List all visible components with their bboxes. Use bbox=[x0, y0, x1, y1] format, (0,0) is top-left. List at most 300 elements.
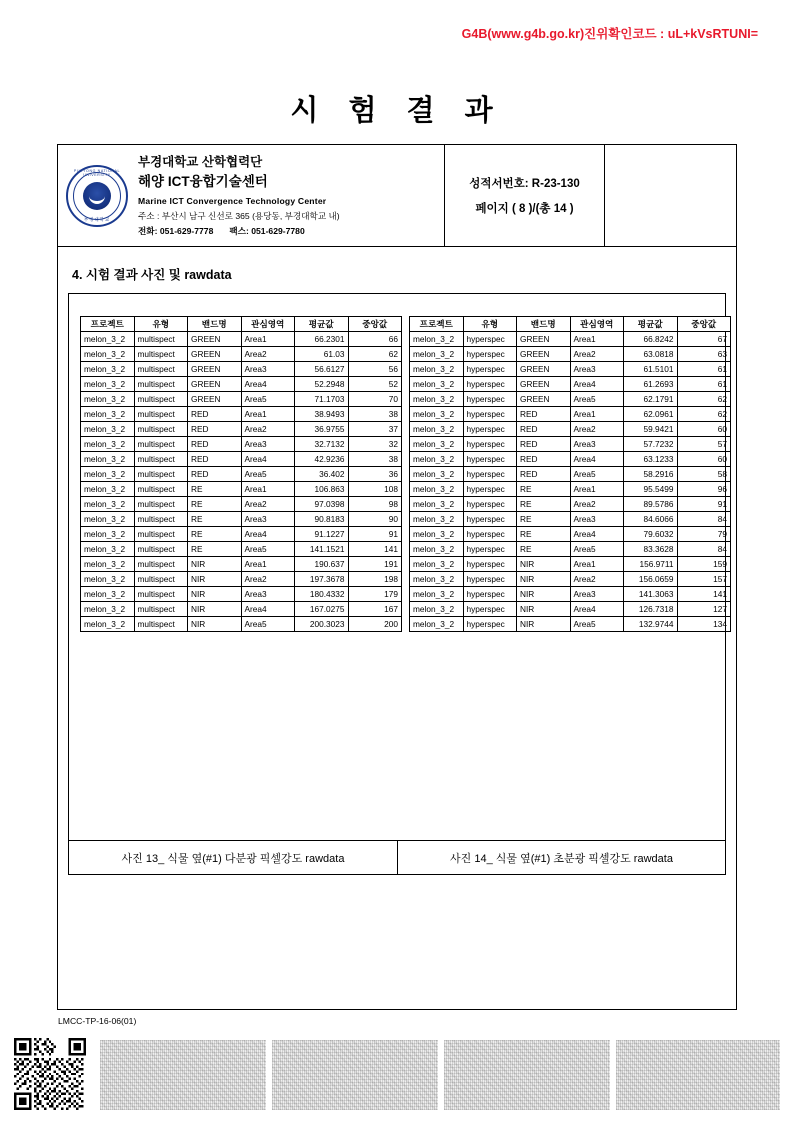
cell-roi: Area4 bbox=[241, 602, 295, 617]
cell-roi: Area5 bbox=[241, 392, 295, 407]
cell-mean: 66.2301 bbox=[295, 332, 349, 347]
cell-median: 127 bbox=[677, 602, 731, 617]
cell-project: melon_3_2 bbox=[81, 392, 135, 407]
table-row bbox=[410, 377, 731, 392]
cell-roi: Area5 bbox=[570, 392, 624, 407]
cell-project: melon_3_2 bbox=[81, 467, 135, 482]
cell-mean: 106.863 bbox=[295, 482, 349, 497]
table-row bbox=[81, 557, 402, 572]
cell-band: RED bbox=[188, 437, 242, 452]
report-meta-block bbox=[444, 145, 604, 246]
cell-median: 56 bbox=[348, 362, 402, 377]
multispectral-table bbox=[80, 316, 402, 632]
cell-type: hyperspec bbox=[463, 617, 517, 632]
table-row bbox=[410, 467, 731, 482]
cell-band: NIR bbox=[517, 557, 571, 572]
logo-ring-top-text: PUKYONG NATIONAL UNIVERSITY bbox=[73, 168, 121, 177]
verification-code-text: G4B(www.g4b.go.kr)진위확인코드 : uL+kVsRTUNI= bbox=[461, 27, 758, 41]
cell-roi: Area2 bbox=[241, 422, 295, 437]
table-header-row bbox=[410, 317, 731, 332]
cell-mean: 61.5101 bbox=[624, 362, 678, 377]
cell-type: hyperspec bbox=[463, 377, 517, 392]
cell-type: hyperspec bbox=[463, 542, 517, 557]
table-row bbox=[81, 437, 402, 452]
cell-roi: Area3 bbox=[241, 587, 295, 602]
cell-mean: 126.7318 bbox=[624, 602, 678, 617]
cell-median: 134 bbox=[677, 617, 731, 632]
cell-median: 36 bbox=[348, 467, 402, 482]
table-row bbox=[81, 482, 402, 497]
table-row bbox=[81, 347, 402, 362]
cell-band: NIR bbox=[188, 587, 242, 602]
cell-project: melon_3_2 bbox=[81, 407, 135, 422]
cell-median: 70 bbox=[348, 392, 402, 407]
cell-project: melon_3_2 bbox=[410, 437, 464, 452]
cell-roi: Area4 bbox=[241, 527, 295, 542]
cell-roi: Area1 bbox=[241, 332, 295, 347]
cell-type: hyperspec bbox=[463, 452, 517, 467]
cell-roi: Area2 bbox=[570, 572, 624, 587]
table-header-row bbox=[81, 317, 402, 332]
cell-type: multispect bbox=[134, 392, 188, 407]
cell-project: melon_3_2 bbox=[410, 482, 464, 497]
cell-band: RE bbox=[517, 512, 571, 527]
cell-mean: 63.0818 bbox=[624, 347, 678, 362]
cell-median: 62 bbox=[677, 407, 731, 422]
cell-project: melon_3_2 bbox=[410, 452, 464, 467]
cell-band: GREEN bbox=[188, 332, 242, 347]
cell-mean: 167.0275 bbox=[295, 602, 349, 617]
cell-mean: 89.5786 bbox=[624, 497, 678, 512]
cell-project: melon_3_2 bbox=[410, 497, 464, 512]
cell-project: melon_3_2 bbox=[81, 542, 135, 557]
cell-type: hyperspec bbox=[463, 557, 517, 572]
cell-median: 159 bbox=[677, 557, 731, 572]
cell-project: melon_3_2 bbox=[410, 542, 464, 557]
cell-median: 32 bbox=[348, 437, 402, 452]
report-header bbox=[58, 145, 736, 247]
org-name-english: Marine ICT Convergence Technology Center bbox=[138, 195, 327, 206]
table-row bbox=[81, 407, 402, 422]
cell-roi: Area2 bbox=[241, 572, 295, 587]
cell-roi: Area1 bbox=[241, 482, 295, 497]
cell-roi: Area4 bbox=[241, 452, 295, 467]
table-row bbox=[410, 587, 731, 602]
security-pattern-strip-2 bbox=[272, 1040, 438, 1110]
cell-project: melon_3_2 bbox=[410, 557, 464, 572]
col-mean: 평균값 bbox=[624, 317, 678, 332]
table-row bbox=[81, 497, 402, 512]
table-row bbox=[410, 407, 731, 422]
cell-mean: 156.9711 bbox=[624, 557, 678, 572]
cell-type: hyperspec bbox=[463, 347, 517, 362]
cell-median: 62 bbox=[348, 347, 402, 362]
cell-band: GREEN bbox=[517, 377, 571, 392]
cell-mean: 62.0961 bbox=[624, 407, 678, 422]
cell-median: 141 bbox=[677, 587, 731, 602]
table-row bbox=[410, 512, 731, 527]
cell-band: RE bbox=[517, 542, 571, 557]
report-number: 성적서번호: R-23-130 bbox=[469, 178, 580, 190]
cell-type: multispect bbox=[134, 587, 188, 602]
cell-median: 62 bbox=[677, 392, 731, 407]
cell-median: 61 bbox=[677, 377, 731, 392]
cell-band: NIR bbox=[517, 617, 571, 632]
cell-project: melon_3_2 bbox=[410, 377, 464, 392]
cell-project: melon_3_2 bbox=[410, 332, 464, 347]
cell-project: melon_3_2 bbox=[410, 422, 464, 437]
cell-band: GREEN bbox=[517, 392, 571, 407]
cell-mean: 61.2693 bbox=[624, 377, 678, 392]
table-row bbox=[410, 557, 731, 572]
cell-band: RED bbox=[517, 422, 571, 437]
cell-median: 60 bbox=[677, 422, 731, 437]
col-type: 유형 bbox=[463, 317, 517, 332]
cell-roi: Area5 bbox=[570, 467, 624, 482]
table-row bbox=[410, 347, 731, 362]
cell-mean: 197.3678 bbox=[295, 572, 349, 587]
org-phone: 전화: 051-629-7778 bbox=[138, 226, 214, 237]
cell-project: melon_3_2 bbox=[81, 587, 135, 602]
cell-mean: 79.6032 bbox=[624, 527, 678, 542]
cell-mean: 190.637 bbox=[295, 557, 349, 572]
cell-type: multispect bbox=[134, 332, 188, 347]
cell-band: GREEN bbox=[517, 332, 571, 347]
table-row bbox=[81, 362, 402, 377]
cell-type: hyperspec bbox=[463, 527, 517, 542]
cell-type: multispect bbox=[134, 347, 188, 362]
cell-project: melon_3_2 bbox=[81, 347, 135, 362]
table-row bbox=[410, 392, 731, 407]
table-row bbox=[410, 542, 731, 557]
cell-roi: Area4 bbox=[570, 377, 624, 392]
cell-band: NIR bbox=[517, 602, 571, 617]
cell-roi: Area4 bbox=[570, 602, 624, 617]
cell-project: melon_3_2 bbox=[410, 512, 464, 527]
cell-band: GREEN bbox=[188, 392, 242, 407]
cell-project: melon_3_2 bbox=[81, 497, 135, 512]
col-project: 프로젝트 bbox=[410, 317, 464, 332]
org-address: 주소 : 부산시 남구 신선로 365 (용당동, 부경대학교 내) bbox=[138, 210, 340, 221]
cell-type: multispect bbox=[134, 557, 188, 572]
cell-type: hyperspec bbox=[463, 332, 517, 347]
cell-band: RED bbox=[517, 467, 571, 482]
cell-mean: 132.9744 bbox=[624, 617, 678, 632]
table-row bbox=[81, 602, 402, 617]
col-band: 밴드명 bbox=[188, 317, 242, 332]
table-row bbox=[81, 377, 402, 392]
table-row bbox=[81, 422, 402, 437]
cell-roi: Area5 bbox=[241, 467, 295, 482]
cell-mean: 38.9493 bbox=[295, 407, 349, 422]
cell-project: melon_3_2 bbox=[410, 362, 464, 377]
cell-roi: Area2 bbox=[570, 347, 624, 362]
cell-band: GREEN bbox=[188, 362, 242, 377]
cell-mean: 84.6066 bbox=[624, 512, 678, 527]
security-pattern-strip-4 bbox=[616, 1040, 780, 1110]
cell-mean: 61.03 bbox=[295, 347, 349, 362]
caption-figure-13: 사진 13_ 식물 옆(#1) 다분광 픽셀강도 rawdata bbox=[121, 852, 345, 865]
cell-type: multispect bbox=[134, 422, 188, 437]
cell-band: NIR bbox=[517, 587, 571, 602]
cell-median: 84 bbox=[677, 512, 731, 527]
cell-mean: 200.3023 bbox=[295, 617, 349, 632]
cell-type: hyperspec bbox=[463, 362, 517, 377]
cell-median: 52 bbox=[348, 377, 402, 392]
cell-band: NIR bbox=[188, 617, 242, 632]
cell-mean: 58.2916 bbox=[624, 467, 678, 482]
table-row bbox=[81, 587, 402, 602]
cell-median: 79 bbox=[677, 527, 731, 542]
cell-band: RE bbox=[517, 527, 571, 542]
table-row bbox=[410, 482, 731, 497]
cell-type: multispect bbox=[134, 362, 188, 377]
cell-band: RE bbox=[188, 482, 242, 497]
cell-roi: Area5 bbox=[570, 617, 624, 632]
cell-median: 84 bbox=[677, 542, 731, 557]
cell-roi: Area1 bbox=[570, 557, 624, 572]
cell-type: multispect bbox=[134, 407, 188, 422]
cell-roi: Area3 bbox=[570, 587, 624, 602]
table-row bbox=[410, 527, 731, 542]
cell-type: multispect bbox=[134, 542, 188, 557]
hyperspectral-table-wrap bbox=[409, 316, 731, 632]
cell-band: RE bbox=[188, 527, 242, 542]
cell-type: hyperspec bbox=[463, 422, 517, 437]
cell-project: melon_3_2 bbox=[410, 602, 464, 617]
cell-type: multispect bbox=[134, 452, 188, 467]
cell-roi: Area3 bbox=[241, 362, 295, 377]
cell-type: multispect bbox=[134, 497, 188, 512]
cell-band: NIR bbox=[188, 602, 242, 617]
cell-roi: Area1 bbox=[570, 407, 624, 422]
cell-project: melon_3_2 bbox=[81, 332, 135, 347]
report-frame bbox=[57, 144, 737, 1010]
cell-type: multispect bbox=[134, 482, 188, 497]
cell-mean: 141.1521 bbox=[295, 542, 349, 557]
org-name-line2: 해양 ICT융합기술센터 bbox=[138, 174, 268, 190]
cell-band: RE bbox=[517, 497, 571, 512]
col-type: 유형 bbox=[134, 317, 188, 332]
cell-band: RED bbox=[517, 452, 571, 467]
cell-type: hyperspec bbox=[463, 437, 517, 452]
cell-roi: Area5 bbox=[241, 542, 295, 557]
cell-type: multispect bbox=[134, 527, 188, 542]
cell-project: melon_3_2 bbox=[81, 602, 135, 617]
org-fax: 팩스: 051-629-7780 bbox=[229, 226, 305, 237]
cell-median: 98 bbox=[348, 497, 402, 512]
cell-project: melon_3_2 bbox=[81, 572, 135, 587]
cell-project: melon_3_2 bbox=[410, 587, 464, 602]
table-row bbox=[410, 362, 731, 377]
cell-project: melon_3_2 bbox=[81, 362, 135, 377]
org-name-line1: 부경대학교 산학협력단 bbox=[138, 154, 263, 169]
cell-median: 167 bbox=[348, 602, 402, 617]
table-row bbox=[410, 572, 731, 587]
cell-project: melon_3_2 bbox=[410, 527, 464, 542]
cell-mean: 62.1791 bbox=[624, 392, 678, 407]
logo-ring-bottom-text: 부경대학교 bbox=[83, 217, 111, 222]
table-row bbox=[81, 572, 402, 587]
cell-roi: Area5 bbox=[241, 617, 295, 632]
table-row bbox=[81, 512, 402, 527]
cell-roi: Area3 bbox=[570, 512, 624, 527]
cell-median: 66 bbox=[348, 332, 402, 347]
cell-mean: 91.1227 bbox=[295, 527, 349, 542]
header-stamp-area bbox=[604, 145, 736, 246]
cell-roi: Area3 bbox=[570, 362, 624, 377]
cell-band: NIR bbox=[188, 572, 242, 587]
cell-roi: Area3 bbox=[570, 437, 624, 452]
col-band: 밴드명 bbox=[517, 317, 571, 332]
table-row bbox=[410, 452, 731, 467]
cell-roi: Area4 bbox=[570, 452, 624, 467]
figure-captions bbox=[69, 840, 725, 874]
cell-band: GREEN bbox=[517, 347, 571, 362]
cell-type: multispect bbox=[134, 437, 188, 452]
cell-median: 38 bbox=[348, 452, 402, 467]
multispectral-table-wrap bbox=[80, 316, 402, 632]
cell-type: multispect bbox=[134, 572, 188, 587]
cell-band: RED bbox=[517, 407, 571, 422]
cell-type: multispect bbox=[134, 617, 188, 632]
table-row bbox=[81, 542, 402, 557]
table-row bbox=[410, 422, 731, 437]
col-roi: 관심영역 bbox=[241, 317, 295, 332]
col-median: 중앙값 bbox=[348, 317, 402, 332]
table-row bbox=[81, 392, 402, 407]
cell-type: hyperspec bbox=[463, 407, 517, 422]
cell-project: melon_3_2 bbox=[81, 422, 135, 437]
cell-band: RED bbox=[188, 452, 242, 467]
cell-project: melon_3_2 bbox=[81, 452, 135, 467]
cell-type: hyperspec bbox=[463, 482, 517, 497]
cell-type: multispect bbox=[134, 602, 188, 617]
org-contact bbox=[138, 225, 340, 237]
cell-band: GREEN bbox=[188, 347, 242, 362]
cell-band: NIR bbox=[517, 572, 571, 587]
cell-project: melon_3_2 bbox=[81, 617, 135, 632]
cell-band: RE bbox=[517, 482, 571, 497]
cell-type: hyperspec bbox=[463, 497, 517, 512]
cell-type: multispect bbox=[134, 377, 188, 392]
cell-median: 67 bbox=[677, 332, 731, 347]
security-pattern-strip-1 bbox=[100, 1040, 266, 1110]
cell-median: 91 bbox=[677, 497, 731, 512]
cell-median: 96 bbox=[677, 482, 731, 497]
cell-roi: Area1 bbox=[241, 407, 295, 422]
cell-median: 198 bbox=[348, 572, 402, 587]
cell-median: 63 bbox=[677, 347, 731, 362]
cell-roi: Area2 bbox=[241, 347, 295, 362]
cell-mean: 56.6127 bbox=[295, 362, 349, 377]
cell-mean: 52.2948 bbox=[295, 377, 349, 392]
cell-project: melon_3_2 bbox=[410, 572, 464, 587]
table-row bbox=[81, 452, 402, 467]
cell-median: 57 bbox=[677, 437, 731, 452]
cell-type: hyperspec bbox=[463, 587, 517, 602]
university-logo-icon bbox=[66, 165, 128, 227]
cell-mean: 71.1703 bbox=[295, 392, 349, 407]
multispectral-table-body bbox=[81, 332, 402, 632]
cell-mean: 57.7232 bbox=[624, 437, 678, 452]
cell-mean: 97.0398 bbox=[295, 497, 349, 512]
cell-mean: 32.7132 bbox=[295, 437, 349, 452]
cell-mean: 63.1233 bbox=[624, 452, 678, 467]
cell-band: RED bbox=[188, 422, 242, 437]
cell-project: melon_3_2 bbox=[410, 347, 464, 362]
cell-band: RE bbox=[188, 512, 242, 527]
cell-roi: Area2 bbox=[241, 497, 295, 512]
col-roi: 관심영역 bbox=[570, 317, 624, 332]
cell-type: multispect bbox=[134, 512, 188, 527]
cell-project: melon_3_2 bbox=[81, 437, 135, 452]
cell-median: 61 bbox=[677, 362, 731, 377]
cell-project: melon_3_2 bbox=[81, 527, 135, 542]
cell-type: multispect bbox=[134, 467, 188, 482]
table-row bbox=[410, 617, 731, 632]
cell-type: hyperspec bbox=[463, 602, 517, 617]
cell-mean: 90.8183 bbox=[295, 512, 349, 527]
cell-mean: 156.0659 bbox=[624, 572, 678, 587]
cell-project: melon_3_2 bbox=[410, 392, 464, 407]
cell-band: GREEN bbox=[188, 377, 242, 392]
cell-project: melon_3_2 bbox=[410, 467, 464, 482]
cell-project: melon_3_2 bbox=[410, 407, 464, 422]
cell-project: melon_3_2 bbox=[81, 482, 135, 497]
cell-band: GREEN bbox=[517, 362, 571, 377]
table-row bbox=[410, 332, 731, 347]
cell-roi: Area4 bbox=[570, 527, 624, 542]
col-mean: 평균값 bbox=[295, 317, 349, 332]
cell-median: 141 bbox=[348, 542, 402, 557]
qr-code-icon bbox=[14, 1038, 86, 1110]
table-row bbox=[81, 467, 402, 482]
cell-type: hyperspec bbox=[463, 467, 517, 482]
table-row bbox=[410, 602, 731, 617]
cell-project: melon_3_2 bbox=[81, 512, 135, 527]
cell-band: RED bbox=[188, 467, 242, 482]
cell-median: 200 bbox=[348, 617, 402, 632]
cell-median: 38 bbox=[348, 407, 402, 422]
results-content-box bbox=[68, 293, 726, 875]
cell-type: hyperspec bbox=[463, 512, 517, 527]
table-row bbox=[81, 527, 402, 542]
cell-band: NIR bbox=[188, 557, 242, 572]
cell-roi: Area2 bbox=[570, 497, 624, 512]
cell-roi: Area2 bbox=[570, 422, 624, 437]
cell-median: 108 bbox=[348, 482, 402, 497]
cell-band: RE bbox=[188, 497, 242, 512]
security-pattern-strip-3 bbox=[444, 1040, 610, 1110]
table-row bbox=[410, 437, 731, 452]
cell-band: RED bbox=[517, 437, 571, 452]
caption-figure-14: 사진 14_ 식물 옆(#1) 초분광 픽셀강도 rawdata bbox=[397, 841, 725, 874]
hyperspectral-table-body bbox=[410, 332, 731, 632]
cell-median: 90 bbox=[348, 512, 402, 527]
cell-median: 157 bbox=[677, 572, 731, 587]
cell-roi: Area3 bbox=[241, 512, 295, 527]
cell-mean: 36.402 bbox=[295, 467, 349, 482]
cell-median: 58 bbox=[677, 467, 731, 482]
cell-mean: 42.9236 bbox=[295, 452, 349, 467]
cell-mean: 66.8242 bbox=[624, 332, 678, 347]
section-title: 4. 시험 결과 사진 및 rawdata bbox=[72, 268, 232, 282]
cell-mean: 36.9755 bbox=[295, 422, 349, 437]
table-row bbox=[81, 617, 402, 632]
cell-mean: 180.4332 bbox=[295, 587, 349, 602]
cell-median: 60 bbox=[677, 452, 731, 467]
